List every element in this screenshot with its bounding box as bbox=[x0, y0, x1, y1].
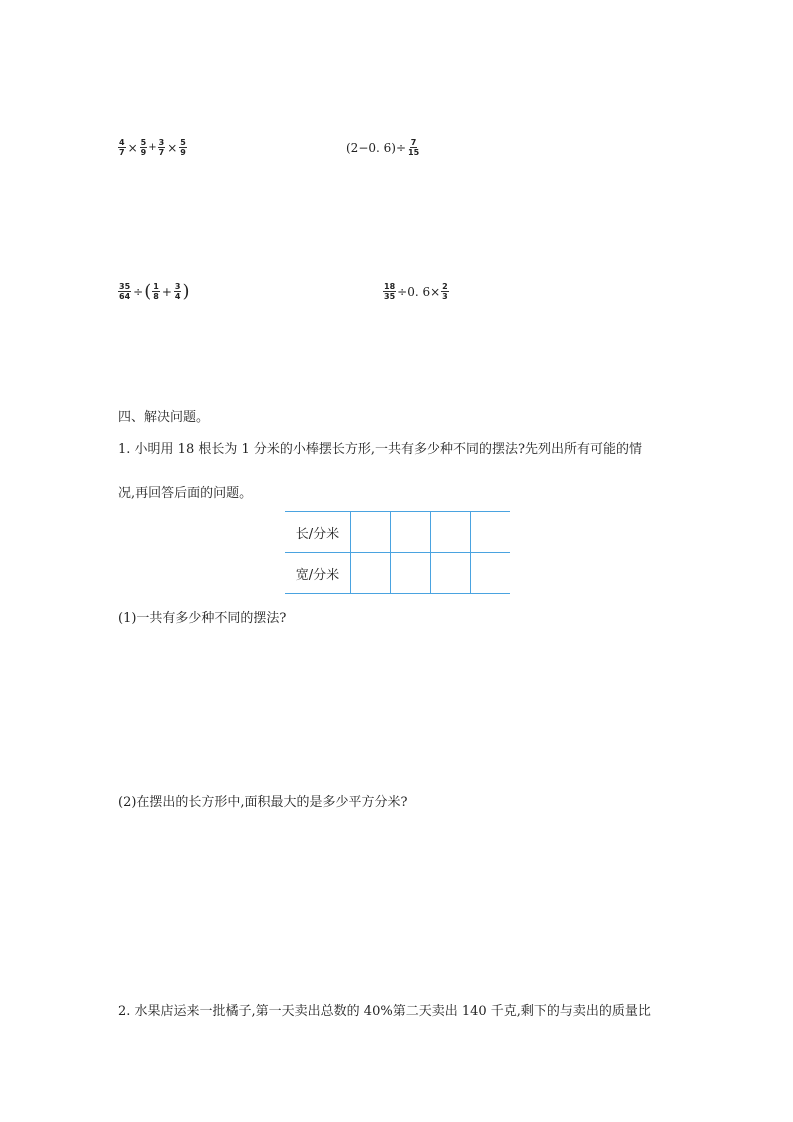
operator: × bbox=[127, 140, 138, 155]
fraction: $\frac{2}{3}$ bbox=[442, 282, 448, 301]
expression-text: (2−0. 6)÷ bbox=[346, 140, 407, 155]
fraction: $\frac{5}{9}$ bbox=[180, 138, 186, 157]
operator: × bbox=[167, 140, 178, 155]
answer-table bbox=[285, 511, 510, 594]
expression-1 bbox=[117, 138, 188, 157]
operator: + bbox=[161, 284, 172, 299]
operator: + bbox=[148, 142, 157, 153]
question-1-sub-2: (2)在摆出的长方形中,面积最大的是多少平方分米? bbox=[118, 795, 408, 810]
fraction: $\frac{18}{35}$ bbox=[384, 282, 396, 301]
fraction: $\frac{1}{8}$ bbox=[153, 282, 159, 301]
table-cell[interactable] bbox=[431, 553, 471, 594]
table-row-width bbox=[285, 553, 510, 594]
section-heading: 四、解决问题。 bbox=[118, 410, 210, 425]
table-cell[interactable] bbox=[471, 553, 511, 594]
table-cell[interactable] bbox=[351, 512, 391, 553]
table-cell[interactable] bbox=[391, 553, 431, 594]
fraction: $\frac{3}{4}$ bbox=[174, 282, 181, 301]
left-paren: ( bbox=[144, 280, 152, 302]
question-1-line-1: 1. 小明用 18 根长为 1 分米的小棒摆长方形,一共有多少种不同的摆法?先列出所有可能的情 bbox=[118, 442, 642, 457]
fraction: $\frac{3}{7}$ bbox=[158, 138, 165, 157]
row-label-width: 宽/分米 bbox=[285, 553, 351, 594]
table-row-length bbox=[285, 512, 510, 553]
fraction: $\frac{35}{64}$ bbox=[119, 282, 131, 301]
row-label-length: 长/分米 bbox=[285, 512, 351, 553]
operator: ÷ bbox=[133, 284, 144, 299]
right-paren: ) bbox=[182, 280, 190, 302]
fraction: $\frac{5}{9}$ bbox=[140, 138, 147, 157]
expression-2 bbox=[346, 138, 421, 157]
question-1-line-2: 况,再回答后面的问题。 bbox=[118, 486, 253, 501]
table-cell[interactable] bbox=[431, 512, 471, 553]
expression-3 bbox=[117, 282, 189, 301]
fraction: $\frac{4}{7}$ bbox=[119, 138, 125, 157]
question-2-line-1: 2. 水果店运来一批橘子,第一天卖出总数的 40%第二天卖出 140 千克,剩下的与卖出的质量比 bbox=[118, 1004, 651, 1019]
question-1-sub-1: (1)一共有多少种不同的摆法? bbox=[118, 611, 287, 626]
table-cell[interactable] bbox=[351, 553, 391, 594]
fraction: $\frac{7}{15}$ bbox=[408, 138, 420, 157]
expression-4 bbox=[382, 282, 450, 301]
expression-text: ÷0. 6× bbox=[397, 284, 441, 299]
table-cell[interactable] bbox=[471, 512, 511, 553]
table-cell[interactable] bbox=[391, 512, 431, 553]
